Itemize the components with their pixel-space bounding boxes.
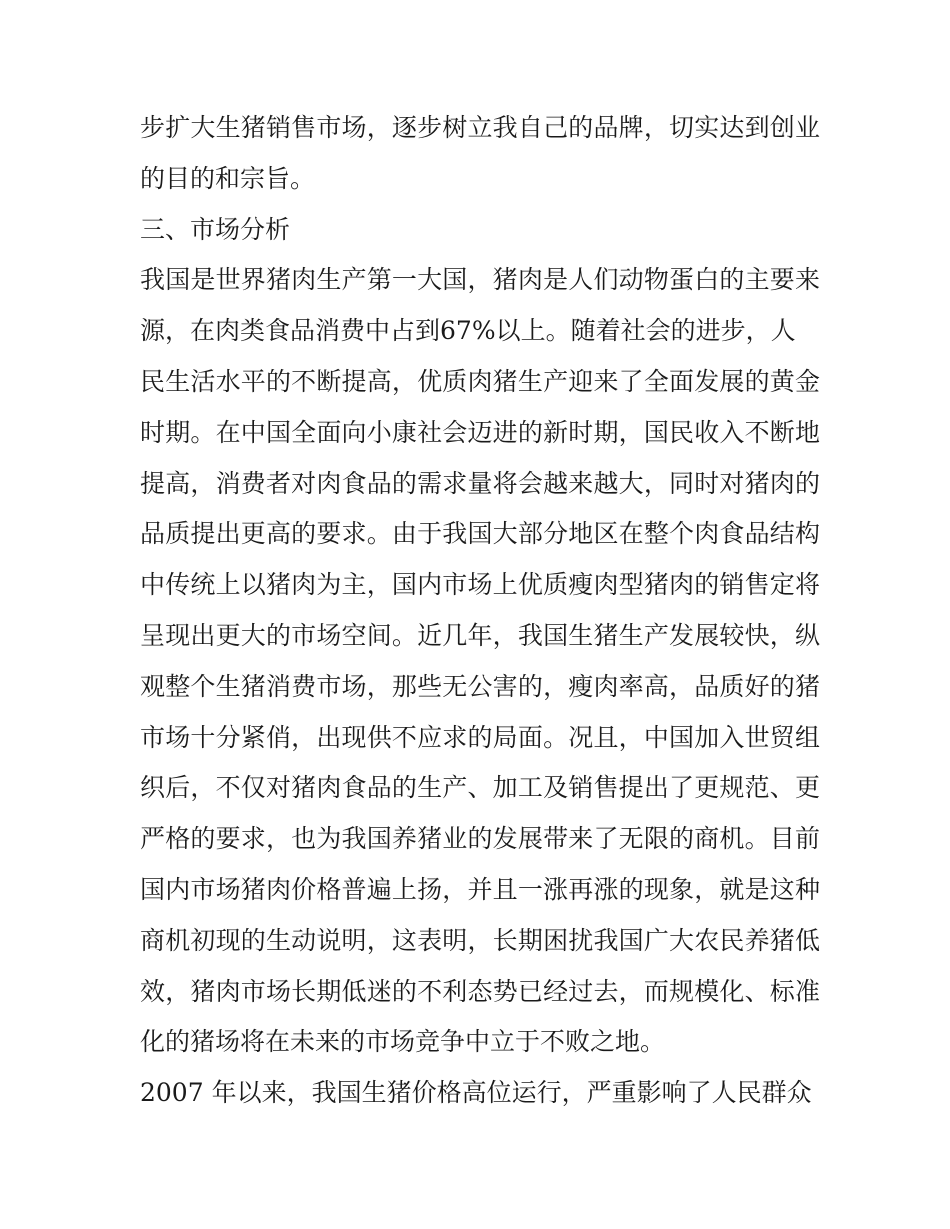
text-line-4: 我国是世界猪肉生产第一大国，猪肉是人们动物蛋白的主要来 — [140, 265, 820, 295]
text-line-20: 2007 年以来，我国生猪价格高位运行，严重影响了人民群众 — [140, 1078, 812, 1108]
text-line-6: 民生活水平的不断提高，优质肉猪生产迎来了全面发展的黄金 — [140, 366, 820, 396]
text-line-7: 时期。在中国全面向小康社会迈进的新时期，国民收入不断地 — [140, 417, 820, 447]
document-body — [140, 103, 820, 1119]
text-line-5: 源，在肉类食品消费中占到67%以上。随着社会的进步，人 — [140, 316, 796, 346]
text-line-17: 商机初现的生动说明，这表明，长期困扰我国广大农民养猪低 — [140, 925, 820, 955]
text-line-2: 的目的和宗旨。 — [140, 163, 316, 193]
text-line-11: 呈现出更大的市场空间。近几年，我国生猪生产发展较快，纵 — [140, 620, 820, 650]
text-line-10: 中传统上以猪肉为主，国内市场上优质瘦肉型猪肉的销售定将 — [140, 570, 820, 600]
text-line-18: 效，猪肉市场长期低迷的不利态势已经过去，而规模化、标准 — [140, 976, 820, 1006]
text-line-12: 观整个生猪消费市场，那些无公害的，瘦肉率高，品质好的猪 — [140, 671, 820, 701]
text-line-13: 市场十分紧俏，出现供不应求的局面。况且，中国加入世贸组 — [140, 722, 820, 752]
text-line-1: 步扩大生猪销售市场，逐步树立我自己的品牌，切实达到创业 — [140, 113, 820, 142]
text-line-19: 化的猪场将在未来的市场竞争中立于不败之地。 — [140, 1027, 666, 1057]
section-heading: 三、市场分析 — [140, 214, 291, 244]
text-line-15: 严格的要求，也为我国养猪业的发展带来了无限的商机。目前 — [140, 824, 820, 854]
text-line-14: 织后，不仅对猪肉食品的生产、加工及销售提出了更规范、更 — [140, 773, 820, 803]
text-line-16: 国内市场猪肉价格普遍上扬，并且一涨再涨的现象，就是这种 — [140, 874, 820, 904]
text-line-9: 品质提出更高的要求。由于我国大部分地区在整个肉食品结构 — [140, 519, 820, 549]
text-line-8: 提高，消费者对肉食品的需求量将会越来越大，同时对猪肉的 — [140, 468, 820, 498]
